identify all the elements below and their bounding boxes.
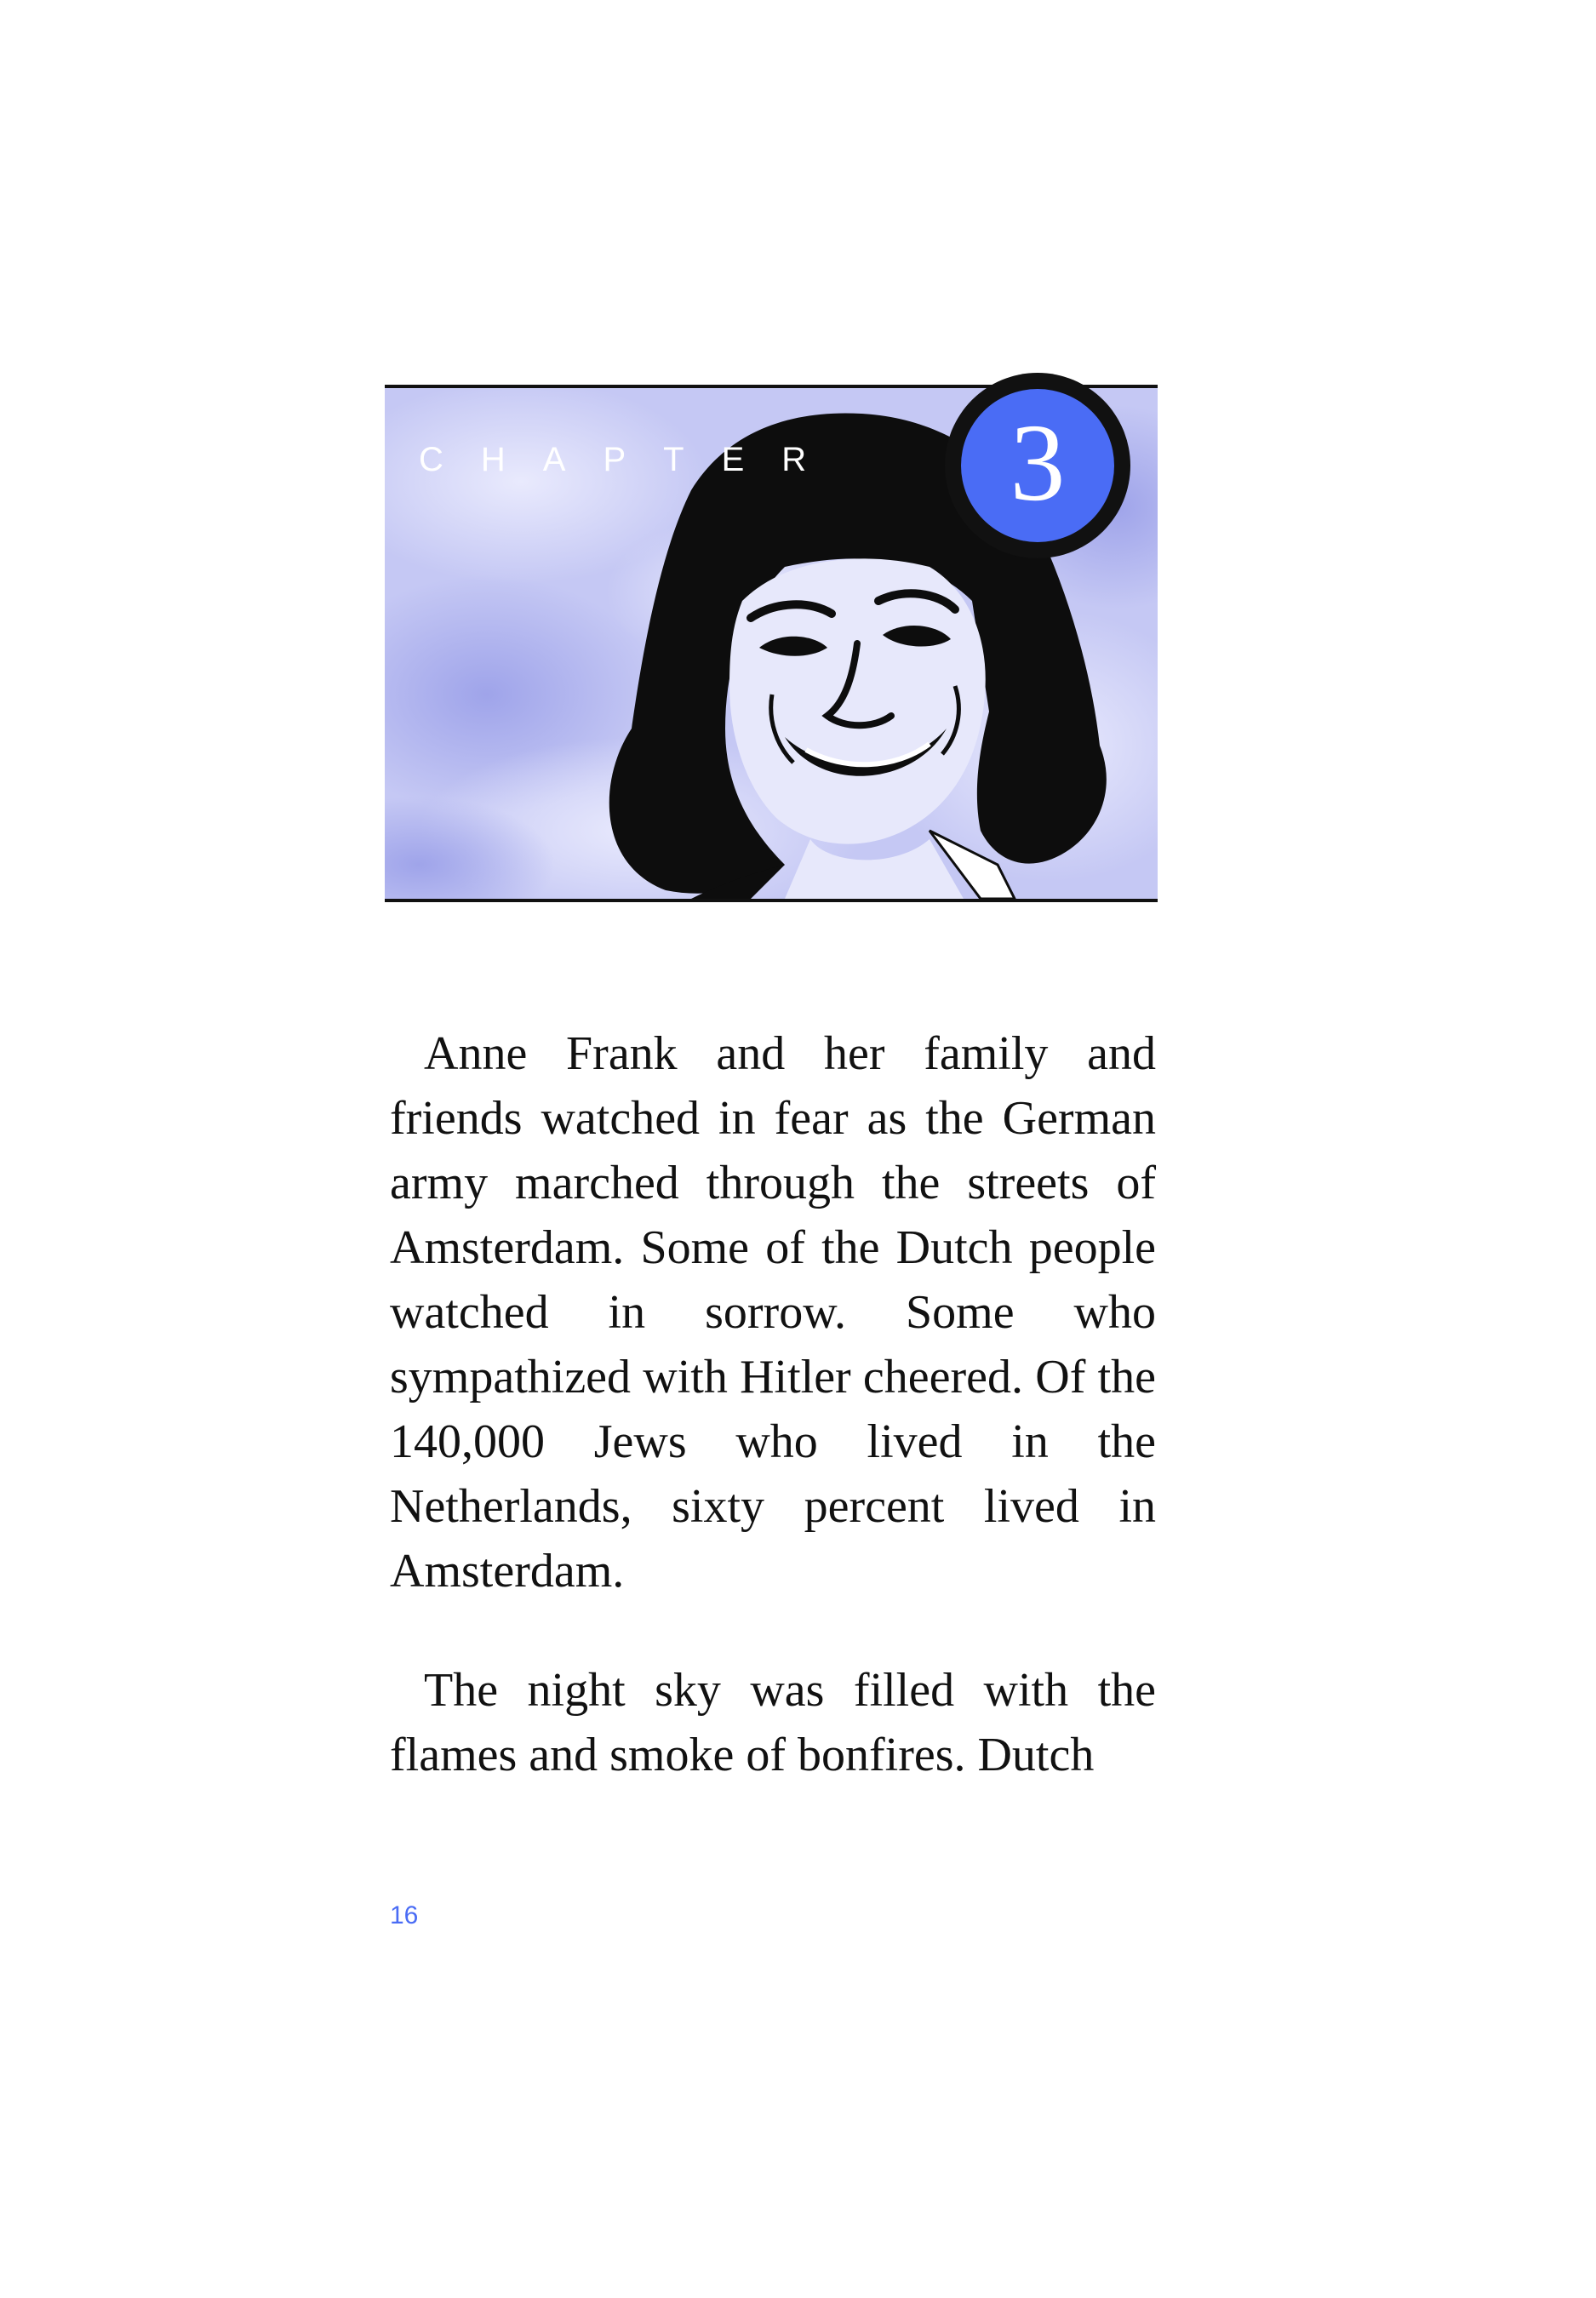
page-number: 16 [390,1901,419,1929]
banner-bottom-rule [385,899,1158,902]
chapter-number: 3 [1010,402,1066,524]
body-paragraph-2: The night sky was filled with the flames and smoke of bonfires. Dutch [390,1664,1156,1781]
chapter-body [390,1021,1156,1842]
chapter-number-badge [945,373,1130,558]
chapter-label: CHAPTER [419,440,844,478]
chapter-number-circle [961,389,1114,542]
chapter-header [385,385,1158,902]
body-paragraph-1: Anne Frank and her family and friends watched in fear as the German army marched through the streets of Amsterdam. Some of the Dutch people watched in sorrow. Some who sympathized with Hitler cheered. Of the 140,000 Jews who lived in the Netherlands, sixty percent lived in Amsterdam. [390,1027,1156,1598]
